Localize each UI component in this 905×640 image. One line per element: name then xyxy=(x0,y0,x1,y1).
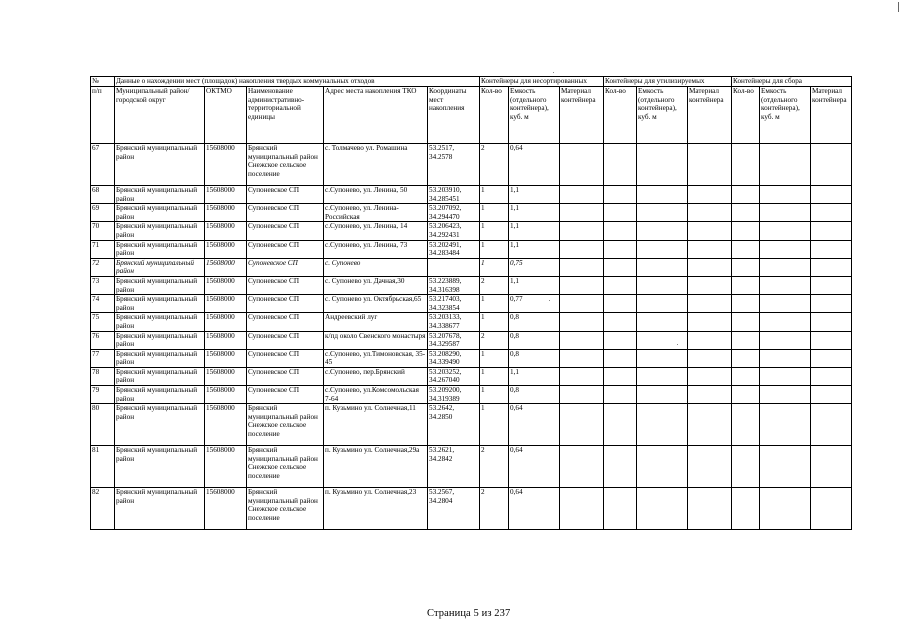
empty-cell xyxy=(688,331,732,349)
empty-cell xyxy=(732,446,760,488)
header-coords: Координаты мест накопления xyxy=(428,87,480,144)
coords-cell: 53.206423, 34.292431 xyxy=(428,222,480,240)
header-material: Материал контейнера xyxy=(688,87,732,144)
empty-cell xyxy=(760,313,811,331)
district-cell: Брянский муниципальный район xyxy=(115,204,205,222)
capacity-cell: 1,1 xyxy=(509,204,560,222)
oktmo-cell: 15608000 xyxy=(205,313,247,331)
empty-cell xyxy=(560,488,604,530)
empty-cell xyxy=(604,349,637,367)
coords-cell xyxy=(428,258,480,276)
table-row xyxy=(91,404,852,446)
capacity-cell: 0,64 xyxy=(509,446,560,488)
empty-cell xyxy=(811,331,852,349)
header-material: Материал контейнера xyxy=(811,87,852,144)
empty-cell xyxy=(811,313,852,331)
count-cell: 1 xyxy=(480,204,509,222)
address-cell: к/пд около Свенского монастыря xyxy=(324,331,428,349)
empty-cell xyxy=(732,386,760,404)
row-number: 73 xyxy=(91,276,115,294)
count-cell: 1 xyxy=(480,349,509,367)
scan-speck xyxy=(553,72,554,73)
district-cell: Брянский муниципальный район xyxy=(115,386,205,404)
district-cell: Брянский муниципальный район xyxy=(115,404,205,446)
district-cell: Брянский муниципальный район xyxy=(115,144,205,186)
empty-cell xyxy=(688,313,732,331)
empty-cell xyxy=(637,331,688,349)
oktmo-cell: 15608000 xyxy=(205,276,247,294)
empty-cell xyxy=(760,258,811,276)
empty-cell xyxy=(560,295,604,313)
empty-cell xyxy=(732,295,760,313)
empty-cell xyxy=(560,367,604,385)
coords-cell: 53.209200, 34.319389 xyxy=(428,386,480,404)
capacity-cell: 0,8 xyxy=(509,331,560,349)
table-row xyxy=(91,204,852,222)
coords-cell: 53.203910, 34.285451 xyxy=(428,186,480,204)
empty-cell xyxy=(688,276,732,294)
table-row xyxy=(91,313,852,331)
empty-cell xyxy=(811,367,852,385)
table-row xyxy=(91,222,852,240)
empty-cell xyxy=(760,144,811,186)
capacity-cell: 0,8 xyxy=(509,349,560,367)
edge-mark xyxy=(898,2,899,12)
empty-cell xyxy=(688,258,732,276)
unit-cell: Супоневское СП xyxy=(247,295,324,313)
empty-cell xyxy=(811,404,852,446)
header-oktmo: ОКТМО xyxy=(205,87,247,144)
address-cell: с. Толмачево ул. Ромашина xyxy=(324,144,428,186)
oktmo-cell: 15608000 xyxy=(205,144,247,186)
empty-cell xyxy=(604,404,637,446)
coords-cell: 53.207092, 34.294470 xyxy=(428,204,480,222)
empty-cell xyxy=(688,386,732,404)
coords-cell: 53.207678, 34.329587 xyxy=(428,331,480,349)
waste-sites-table xyxy=(90,76,852,530)
empty-cell xyxy=(811,446,852,488)
unit-cell: Супоневское СП xyxy=(247,276,324,294)
unit-cell: Супоневское СП xyxy=(247,367,324,385)
table-row xyxy=(91,240,852,258)
capacity-cell: 1,1 xyxy=(509,240,560,258)
empty-cell xyxy=(760,186,811,204)
table-row xyxy=(91,331,852,349)
oktmo-cell: 15608000 xyxy=(205,349,247,367)
empty-cell xyxy=(604,276,637,294)
oktmo-cell: 15608000 xyxy=(205,240,247,258)
header-municipal: Муниципальный район/городской округ xyxy=(115,87,205,144)
header-group-recycle: Контейнеры для утилизируемых xyxy=(604,77,732,87)
oktmo-cell: 15608000 xyxy=(205,222,247,240)
address-cell: с.Супонево, пер.Брянский xyxy=(324,367,428,385)
row-number: 77 xyxy=(91,349,115,367)
empty-cell xyxy=(560,313,604,331)
unit-cell: Супоневское СП xyxy=(247,349,324,367)
row-number: 75 xyxy=(91,313,115,331)
count-cell: 1 xyxy=(480,386,509,404)
capacity-cell: 1,1 xyxy=(509,222,560,240)
empty-cell xyxy=(811,276,852,294)
row-number: 71 xyxy=(91,240,115,258)
empty-cell xyxy=(637,276,688,294)
unit-cell: Супоневское СП xyxy=(247,331,324,349)
row-number: 82 xyxy=(91,488,115,530)
count-cell: 2 xyxy=(480,446,509,488)
empty-cell xyxy=(732,258,760,276)
empty-cell xyxy=(760,446,811,488)
empty-cell xyxy=(604,240,637,258)
empty-cell xyxy=(560,222,604,240)
count-cell: 1 xyxy=(480,258,509,276)
empty-cell xyxy=(560,404,604,446)
empty-cell xyxy=(604,258,637,276)
empty-cell xyxy=(560,204,604,222)
empty-cell xyxy=(637,386,688,404)
empty-cell xyxy=(760,331,811,349)
empty-cell xyxy=(732,404,760,446)
oktmo-cell: 15608000 xyxy=(205,404,247,446)
district-cell: Брянский муниципальный район xyxy=(115,258,205,276)
empty-cell xyxy=(637,144,688,186)
capacity-cell: 1,1 xyxy=(509,276,560,294)
unit-cell: Брянский муниципальный район Снежское сельское поселение xyxy=(247,144,324,186)
row-number: 81 xyxy=(91,446,115,488)
table-row xyxy=(91,488,852,530)
district-cell: Брянский муниципальный район xyxy=(115,313,205,331)
capacity-cell: 0,75 xyxy=(509,258,560,276)
address-cell: с. Супонево ул. Дачная,30 xyxy=(324,276,428,294)
capacity-cell: 0,77 xyxy=(509,295,560,313)
empty-cell xyxy=(732,204,760,222)
address-cell: с.Супонево, ул.Тимоновская, 35-45 xyxy=(324,349,428,367)
district-cell: Брянский муниципальный район xyxy=(115,446,205,488)
unit-cell: Брянский муниципальный район Снежское сельское поселение xyxy=(247,404,324,446)
table-row xyxy=(91,258,852,276)
header-count: Кол-во xyxy=(604,87,637,144)
oktmo-cell: 15608000 xyxy=(205,295,247,313)
count-cell: 1 xyxy=(480,240,509,258)
capacity-cell: 1,1 xyxy=(509,367,560,385)
empty-cell xyxy=(688,446,732,488)
district-cell: Брянский муниципальный район xyxy=(115,331,205,349)
coords-cell: 53.2621, 34.2842 xyxy=(428,446,480,488)
empty-cell xyxy=(811,349,852,367)
empty-cell xyxy=(637,313,688,331)
empty-cell xyxy=(604,446,637,488)
row-number: 70 xyxy=(91,222,115,240)
row-number: 79 xyxy=(91,386,115,404)
empty-cell xyxy=(637,186,688,204)
coords-cell: 53.208290, 34.339490 xyxy=(428,349,480,367)
oktmo-cell: 15608000 xyxy=(205,386,247,404)
capacity-cell: 0,8 xyxy=(509,313,560,331)
address-cell: с.Супонево, ул. Ленина, 73 xyxy=(324,240,428,258)
empty-cell xyxy=(560,240,604,258)
page-number: Страница 5 из 237 xyxy=(427,608,511,619)
empty-cell xyxy=(560,186,604,204)
header-count: Кол-во xyxy=(732,87,760,144)
empty-cell xyxy=(688,144,732,186)
empty-cell xyxy=(560,446,604,488)
count-cell: 2 xyxy=(480,488,509,530)
empty-cell xyxy=(688,295,732,313)
header-capacity: Емкость (отдельного контейнера), куб. м xyxy=(637,87,688,144)
empty-cell xyxy=(811,144,852,186)
empty-cell xyxy=(688,367,732,385)
unit-cell: Супоневское СП xyxy=(247,386,324,404)
table-row xyxy=(91,349,852,367)
empty-cell xyxy=(732,186,760,204)
empty-cell xyxy=(811,488,852,530)
capacity-cell: 0,64 xyxy=(509,404,560,446)
empty-cell xyxy=(811,204,852,222)
row-number: 69 xyxy=(91,204,115,222)
empty-cell xyxy=(760,276,811,294)
district-cell: Брянский муниципальный район xyxy=(115,349,205,367)
empty-cell xyxy=(560,386,604,404)
empty-cell xyxy=(811,186,852,204)
address-cell: п. Кузьмино ул. Солнечная,29а xyxy=(324,446,428,488)
count-cell: 1 xyxy=(480,404,509,446)
empty-cell xyxy=(637,258,688,276)
empty-cell xyxy=(604,186,637,204)
count-cell: 2 xyxy=(480,331,509,349)
empty-cell xyxy=(560,331,604,349)
empty-cell xyxy=(637,349,688,367)
oktmo-cell: 15608000 xyxy=(205,488,247,530)
row-number: 68 xyxy=(91,186,115,204)
count-cell: 1 xyxy=(480,367,509,385)
header-material: Материал контейнера xyxy=(560,87,604,144)
count-cell: 1 xyxy=(480,186,509,204)
coords-cell: 53.2517, 34.2578 xyxy=(428,144,480,186)
empty-cell xyxy=(811,240,852,258)
empty-cell xyxy=(760,204,811,222)
district-cell: Брянский муниципальный район xyxy=(115,276,205,294)
empty-cell xyxy=(760,240,811,258)
header-capacity: Емкость (отдельного контейнера), куб. м xyxy=(509,87,560,144)
count-cell: 1 xyxy=(480,295,509,313)
empty-cell xyxy=(760,367,811,385)
district-cell: Брянский муниципальный район xyxy=(115,240,205,258)
empty-cell xyxy=(760,386,811,404)
count-cell: 2 xyxy=(480,144,509,186)
count-cell: 1 xyxy=(480,222,509,240)
empty-cell xyxy=(637,446,688,488)
empty-cell xyxy=(811,258,852,276)
coords-cell: 53.202491, 34.283484 xyxy=(428,240,480,258)
header-unit-name: Наименование административно-территориальной единицы xyxy=(247,87,324,144)
empty-cell xyxy=(732,276,760,294)
empty-cell xyxy=(732,222,760,240)
row-number: 76 xyxy=(91,331,115,349)
empty-cell xyxy=(688,222,732,240)
empty-cell xyxy=(732,144,760,186)
empty-cell xyxy=(732,488,760,530)
empty-cell xyxy=(604,222,637,240)
coords-cell: 53.203252, 34.267040 xyxy=(428,367,480,385)
header-address: Адрес места накопления ТКО xyxy=(324,87,428,144)
table-row xyxy=(91,367,852,385)
header-capacity: Емкость (отдельного контейнера), куб. м xyxy=(760,87,811,144)
capacity-cell: 0,64 xyxy=(509,144,560,186)
address-cell: п. Кузьмино ул. Солнечная,11 xyxy=(324,404,428,446)
empty-cell xyxy=(637,367,688,385)
oktmo-cell: 15608000 xyxy=(205,204,247,222)
oktmo-cell: 15608000 xyxy=(205,367,247,385)
empty-cell xyxy=(560,144,604,186)
oktmo-cell: 15608000 xyxy=(205,258,247,276)
row-number: 78 xyxy=(91,367,115,385)
empty-cell xyxy=(688,240,732,258)
empty-cell xyxy=(637,222,688,240)
table-row xyxy=(91,186,852,204)
empty-cell xyxy=(732,349,760,367)
capacity-cell: 1,1 xyxy=(509,186,560,204)
district-cell: Брянский муниципальный район xyxy=(115,488,205,530)
capacity-cell: 0,64 xyxy=(509,488,560,530)
capacity-cell: 0,8 xyxy=(509,386,560,404)
unit-cell: Супоневское СП xyxy=(247,222,324,240)
empty-cell xyxy=(637,404,688,446)
empty-cell xyxy=(732,367,760,385)
empty-cell xyxy=(732,240,760,258)
coords-cell: 53.223889, 34.316398 xyxy=(428,276,480,294)
empty-cell xyxy=(760,488,811,530)
table-row xyxy=(91,386,852,404)
unit-cell: Супоневское СП xyxy=(247,258,324,276)
empty-cell xyxy=(560,349,604,367)
unit-cell: Супоневское СП xyxy=(247,204,324,222)
empty-cell xyxy=(637,488,688,530)
oktmo-cell: 15608000 xyxy=(205,331,247,349)
empty-cell xyxy=(760,222,811,240)
row-number: 72 xyxy=(91,258,115,276)
district-cell: Брянский муниципальный район xyxy=(115,222,205,240)
empty-cell xyxy=(688,186,732,204)
coords-cell: 53.203133, 34.338677 xyxy=(428,313,480,331)
table-row xyxy=(91,446,852,488)
address-cell: с. Супонево xyxy=(324,258,428,276)
empty-cell xyxy=(604,331,637,349)
address-cell: п. Кузьмино ул. Солнечная,23 xyxy=(324,488,428,530)
header-group-unsorted: Контейнеры для несортированных xyxy=(480,77,604,87)
table-row xyxy=(91,144,852,186)
address-cell: Андреевский луг xyxy=(324,313,428,331)
empty-cell xyxy=(811,295,852,313)
empty-cell xyxy=(604,313,637,331)
district-cell: Брянский муниципальный район xyxy=(115,367,205,385)
empty-cell xyxy=(688,349,732,367)
empty-cell xyxy=(604,367,637,385)
unit-cell: Брянский муниципальный район Снежское сельское поселение xyxy=(247,446,324,488)
empty-cell xyxy=(604,144,637,186)
header-no: № xyxy=(91,77,115,87)
empty-cell xyxy=(604,204,637,222)
empty-cell xyxy=(760,295,811,313)
address-cell: с.Супонево, ул.Комсомольская 7-64 xyxy=(324,386,428,404)
unit-cell: Супоневское СП xyxy=(247,186,324,204)
row-number: 74 xyxy=(91,295,115,313)
empty-cell xyxy=(637,295,688,313)
row-number: 67 xyxy=(91,144,115,186)
empty-cell xyxy=(604,488,637,530)
header-group-main: Данные о нахождении мест (площадок) накопления твердых коммунальных отходов xyxy=(115,77,480,87)
header-row-columns xyxy=(91,87,852,144)
header-np: п/п xyxy=(91,87,115,144)
table-row xyxy=(91,276,852,294)
empty-cell xyxy=(604,295,637,313)
oktmo-cell: 15608000 xyxy=(205,446,247,488)
header-group-collect: Контейнеры для сбора xyxy=(732,77,852,87)
unit-cell: Брянский муниципальный район Снежское сельское поселение xyxy=(247,488,324,530)
empty-cell xyxy=(732,313,760,331)
coords-cell: 53.217403, 34.323854 xyxy=(428,295,480,313)
empty-cell xyxy=(732,331,760,349)
header-row-groups xyxy=(91,77,852,87)
row-number: 80 xyxy=(91,404,115,446)
count-cell: 1 xyxy=(480,313,509,331)
table-row xyxy=(91,295,852,313)
district-cell: Брянский муниципальный район xyxy=(115,295,205,313)
address-cell: с.Супонево, ул. Ленина, 14 xyxy=(324,222,428,240)
empty-cell xyxy=(811,222,852,240)
empty-cell xyxy=(760,404,811,446)
empty-cell xyxy=(688,488,732,530)
district-cell: Брянский муниципальный район xyxy=(115,186,205,204)
address-cell: с.Супонево, ул. Ленина-Российская xyxy=(324,204,428,222)
coords-cell: 53.2642, 34.2850 xyxy=(428,404,480,446)
empty-cell xyxy=(637,240,688,258)
oktmo-cell: 15608000 xyxy=(205,186,247,204)
empty-cell xyxy=(560,276,604,294)
coords-cell: 53.2567, 34.2804 xyxy=(428,488,480,530)
empty-cell xyxy=(760,349,811,367)
empty-cell xyxy=(811,386,852,404)
empty-cell xyxy=(604,386,637,404)
empty-cell xyxy=(637,204,688,222)
header-count: Кол-во xyxy=(480,87,509,144)
empty-cell xyxy=(560,258,604,276)
empty-cell xyxy=(688,204,732,222)
address-cell: с. Супонево ул. Октябрьская,65 xyxy=(324,295,428,313)
unit-cell: Супоневское СП xyxy=(247,313,324,331)
count-cell: 2 xyxy=(480,276,509,294)
address-cell: с.Супонево, ул. Ленина, 50 xyxy=(324,186,428,204)
empty-cell xyxy=(688,404,732,446)
unit-cell: Супоневское СП xyxy=(247,240,324,258)
